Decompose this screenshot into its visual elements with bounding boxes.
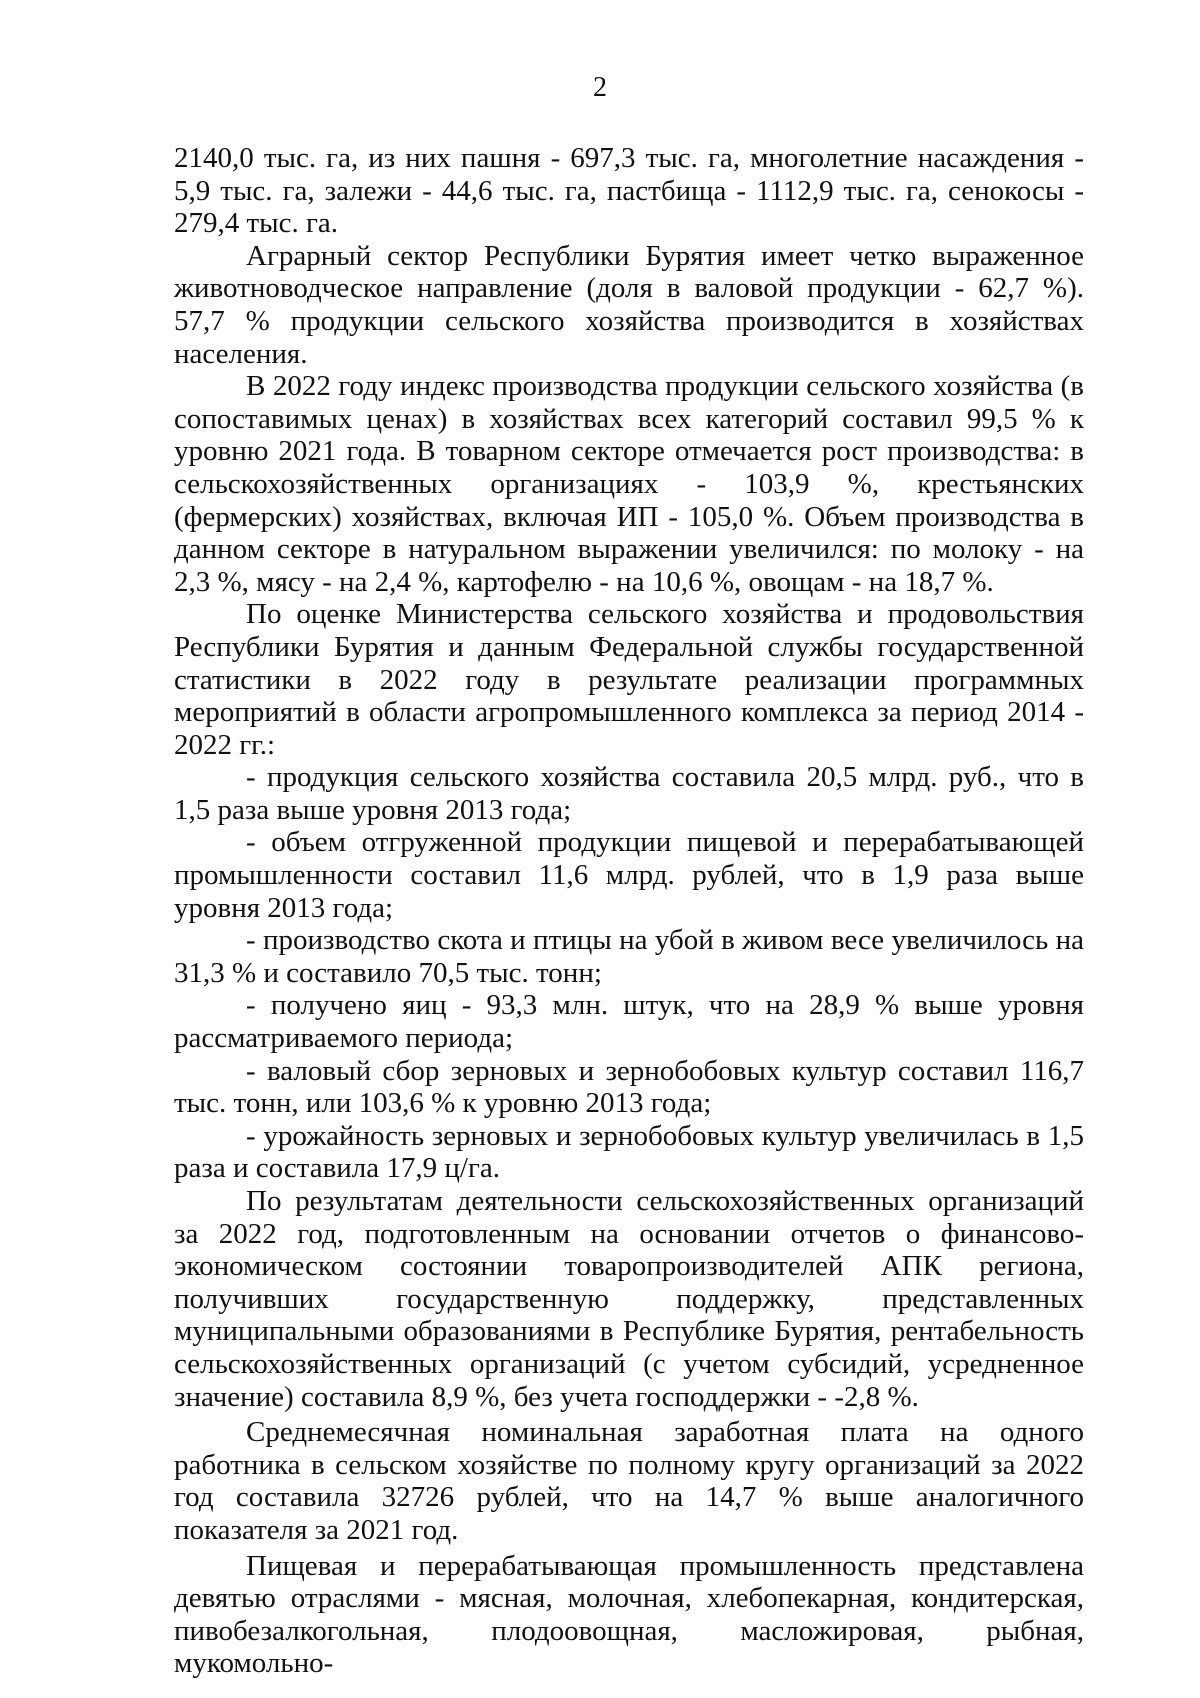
paragraph-ministry-assessment: По оценке Министерства сельского хозяйства и продовольствия Республики Бурятия и данным Федеральной службы государственной статистики в 2022 году в результате реализации программных мероприятий в области агропромышленного комплекса за период 2014 - 2022 гг.: bbox=[174, 598, 1084, 761]
page-number: 2 bbox=[593, 72, 607, 103]
paragraph-agrarian-sector: Аграрный сектор Республики Бурятия имеет четко выраженное животноводческое направление (доля в валовой продукции - 62,7 %). 57,7 % продукции сельского хозяйства производится в хозяйствах населения. bbox=[174, 239, 1084, 370]
paragraph-food-industry: Пищевая и перерабатывающая промышленность представлена девятью отраслями - мясная, молочная, хлебопекарная, кондитерская, пивобезалкогольная, плодоовощная, масложировая, рыбная, мукомольно- bbox=[174, 1549, 1084, 1680]
list-item-food-industry-output: - объем отгруженной продукции пищевой и перерабатывающей промышленности составил 11,6 млрд. рублей, что в 1,9 раза выше уровня 2013 года; bbox=[174, 826, 1084, 924]
paragraph-production-index: В 2022 году индекс производства продукции сельского хозяйства (в сопоставимых ценах) в хозяйствах всех категорий составил 99,5 % к уровню 2021 года. В товарном секторе отмечается рост производства: в сельскохозяйственных организациях - 103,9 %, крестьянских (фермерских) хозяйствах, включая ИП - 105,0 %. Объем производства в данном секторе в натуральном выражении увеличился: по молоку - на 2,3 %, мясу - на 2,4 %, картофелю - на 10,6 %, овощам - на 18,7 %. bbox=[174, 370, 1084, 598]
list-item-agriculture-output: - продукция сельского хозяйства составила 20,5 млрд. руб., что в 1,5 раза выше уровня 2013 года; bbox=[174, 761, 1084, 826]
list-item-grain-yield: - урожайность зерновых и зернобобовых культур увеличилась в 1,5 раза и составила 17,9 ц/га. bbox=[174, 1119, 1084, 1185]
list-item-eggs: - получено яиц - 93,3 млн. штук, что на 28,9 % выше уровня рассматриваемого периода; bbox=[174, 989, 1084, 1055]
paragraph-land-area: 2140,0 тыс. га, из них пашня - 697,3 тыс. га, многолетние насаждения - 5,9 тыс. га, залежи - 44,6 тыс. га, пастбища - 1112,9 тыс. га, сенокосы - 279,4 тыс. га. bbox=[174, 142, 1084, 240]
list-item-livestock-slaughter: - производство скота и птицы на убой в живом весе увеличилось на 31,3 % и составило 70,5 тыс. тонн; bbox=[174, 924, 1084, 989]
list-item-grain-harvest: - валовый сбор зерновых и зернобобовых культур составил 116,7 тыс. тонн, или 103,6 % к уровню 2013 года; bbox=[174, 1054, 1084, 1120]
paragraph-average-salary: Среднемесячная номинальная заработная плата на одного работника в сельском хозяйстве по полному кругу организаций за 2022 год составила 32726 рублей, что на 14,7 % выше аналогичного показателя за 2021 год. bbox=[174, 1416, 1084, 1546]
paragraph-profitability: По результатам деятельности сельскохозяйственных организаций за 2022 год, подготовленным на основании отчетов о финансово-экономическом состоянии товаропроизводителей АПК региона, получивших государственную поддержку, представленных муниципальными образованиями в Республике Бурятия, рентабельность сельскохозяйственных организаций (с учетом субсидий, усредненное значение) составила 8,9 %, без учета господдержки - -2,8 %. bbox=[174, 1185, 1084, 1413]
document-body bbox=[174, 142, 1084, 1680]
